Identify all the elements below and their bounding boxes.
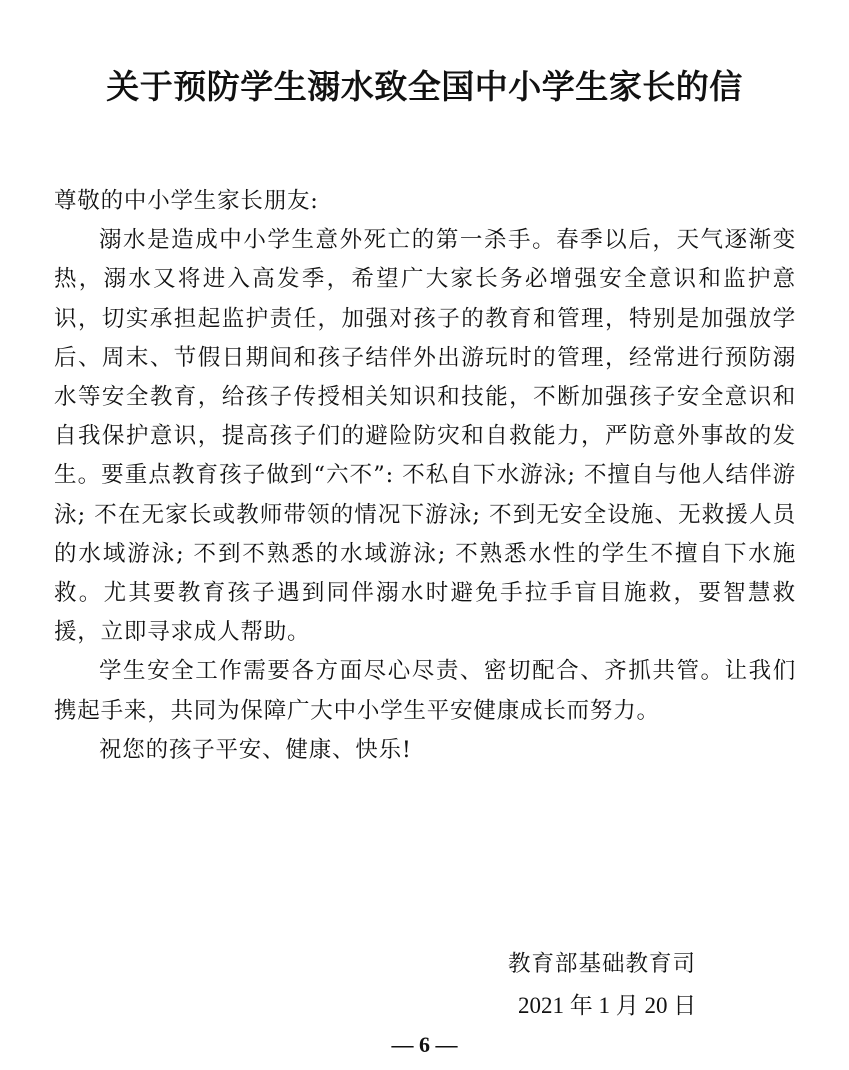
signature-organization: 教育部基础教育司 (508, 951, 697, 977)
paragraph-cooperation: 学生安全工作需要各方面尽心尽责、密切配合、齐抓共管。让我们携起手来，共同为保障广大中小学生平安健康成长而努力。 (54, 658, 796, 724)
page-number: — 6 — (391, 1032, 458, 1057)
letter-body (54, 182, 796, 770)
document-title: 关于预防学生溺水致全国中小学生家长的信 (106, 67, 743, 106)
paragraph-closing-wish: 祝您的孩子平安、健康、快乐! (99, 736, 412, 763)
salutation: 尊敬的中小学生家长朋友: (54, 188, 319, 214)
signature-date: 2021 年 1 月 20 日 (518, 993, 697, 1018)
paragraph-drowning-prevention: 溺水是造成中小学生意外死亡的第一杀手。春季以后，天气逐渐变热，溺水又将进入高发季，希望广大家长务必增强安全意识和监护意识，切实承担起监护责任，加强对孩子的教育和管理，特别是加强放学后、周末、节假日期间和孩子结伴外出游玩时的管理，经常进行预防溺水等安全教育，给孩子传授相关知识和技能，不断加强孩子安全意识和自我保护意识，提高孩子们的避险防灾和自救能力，严防意外事故的发生。要重点教育孩子做到“六不”: 不私自下水游泳; 不擅自与他人结伴游泳; 不在无家长或教师带领的情况下游泳; 不到无安全设施、无救援人员的水域游泳; 不到不熟悉的水域游泳; 不熟悉水性的学生不擅自下水施救。尤其要教育孩子遇到同伴溺水时避免手拉手盲目施救，要智慧救援，立即寻求成人帮助。 (54, 227, 796, 646)
